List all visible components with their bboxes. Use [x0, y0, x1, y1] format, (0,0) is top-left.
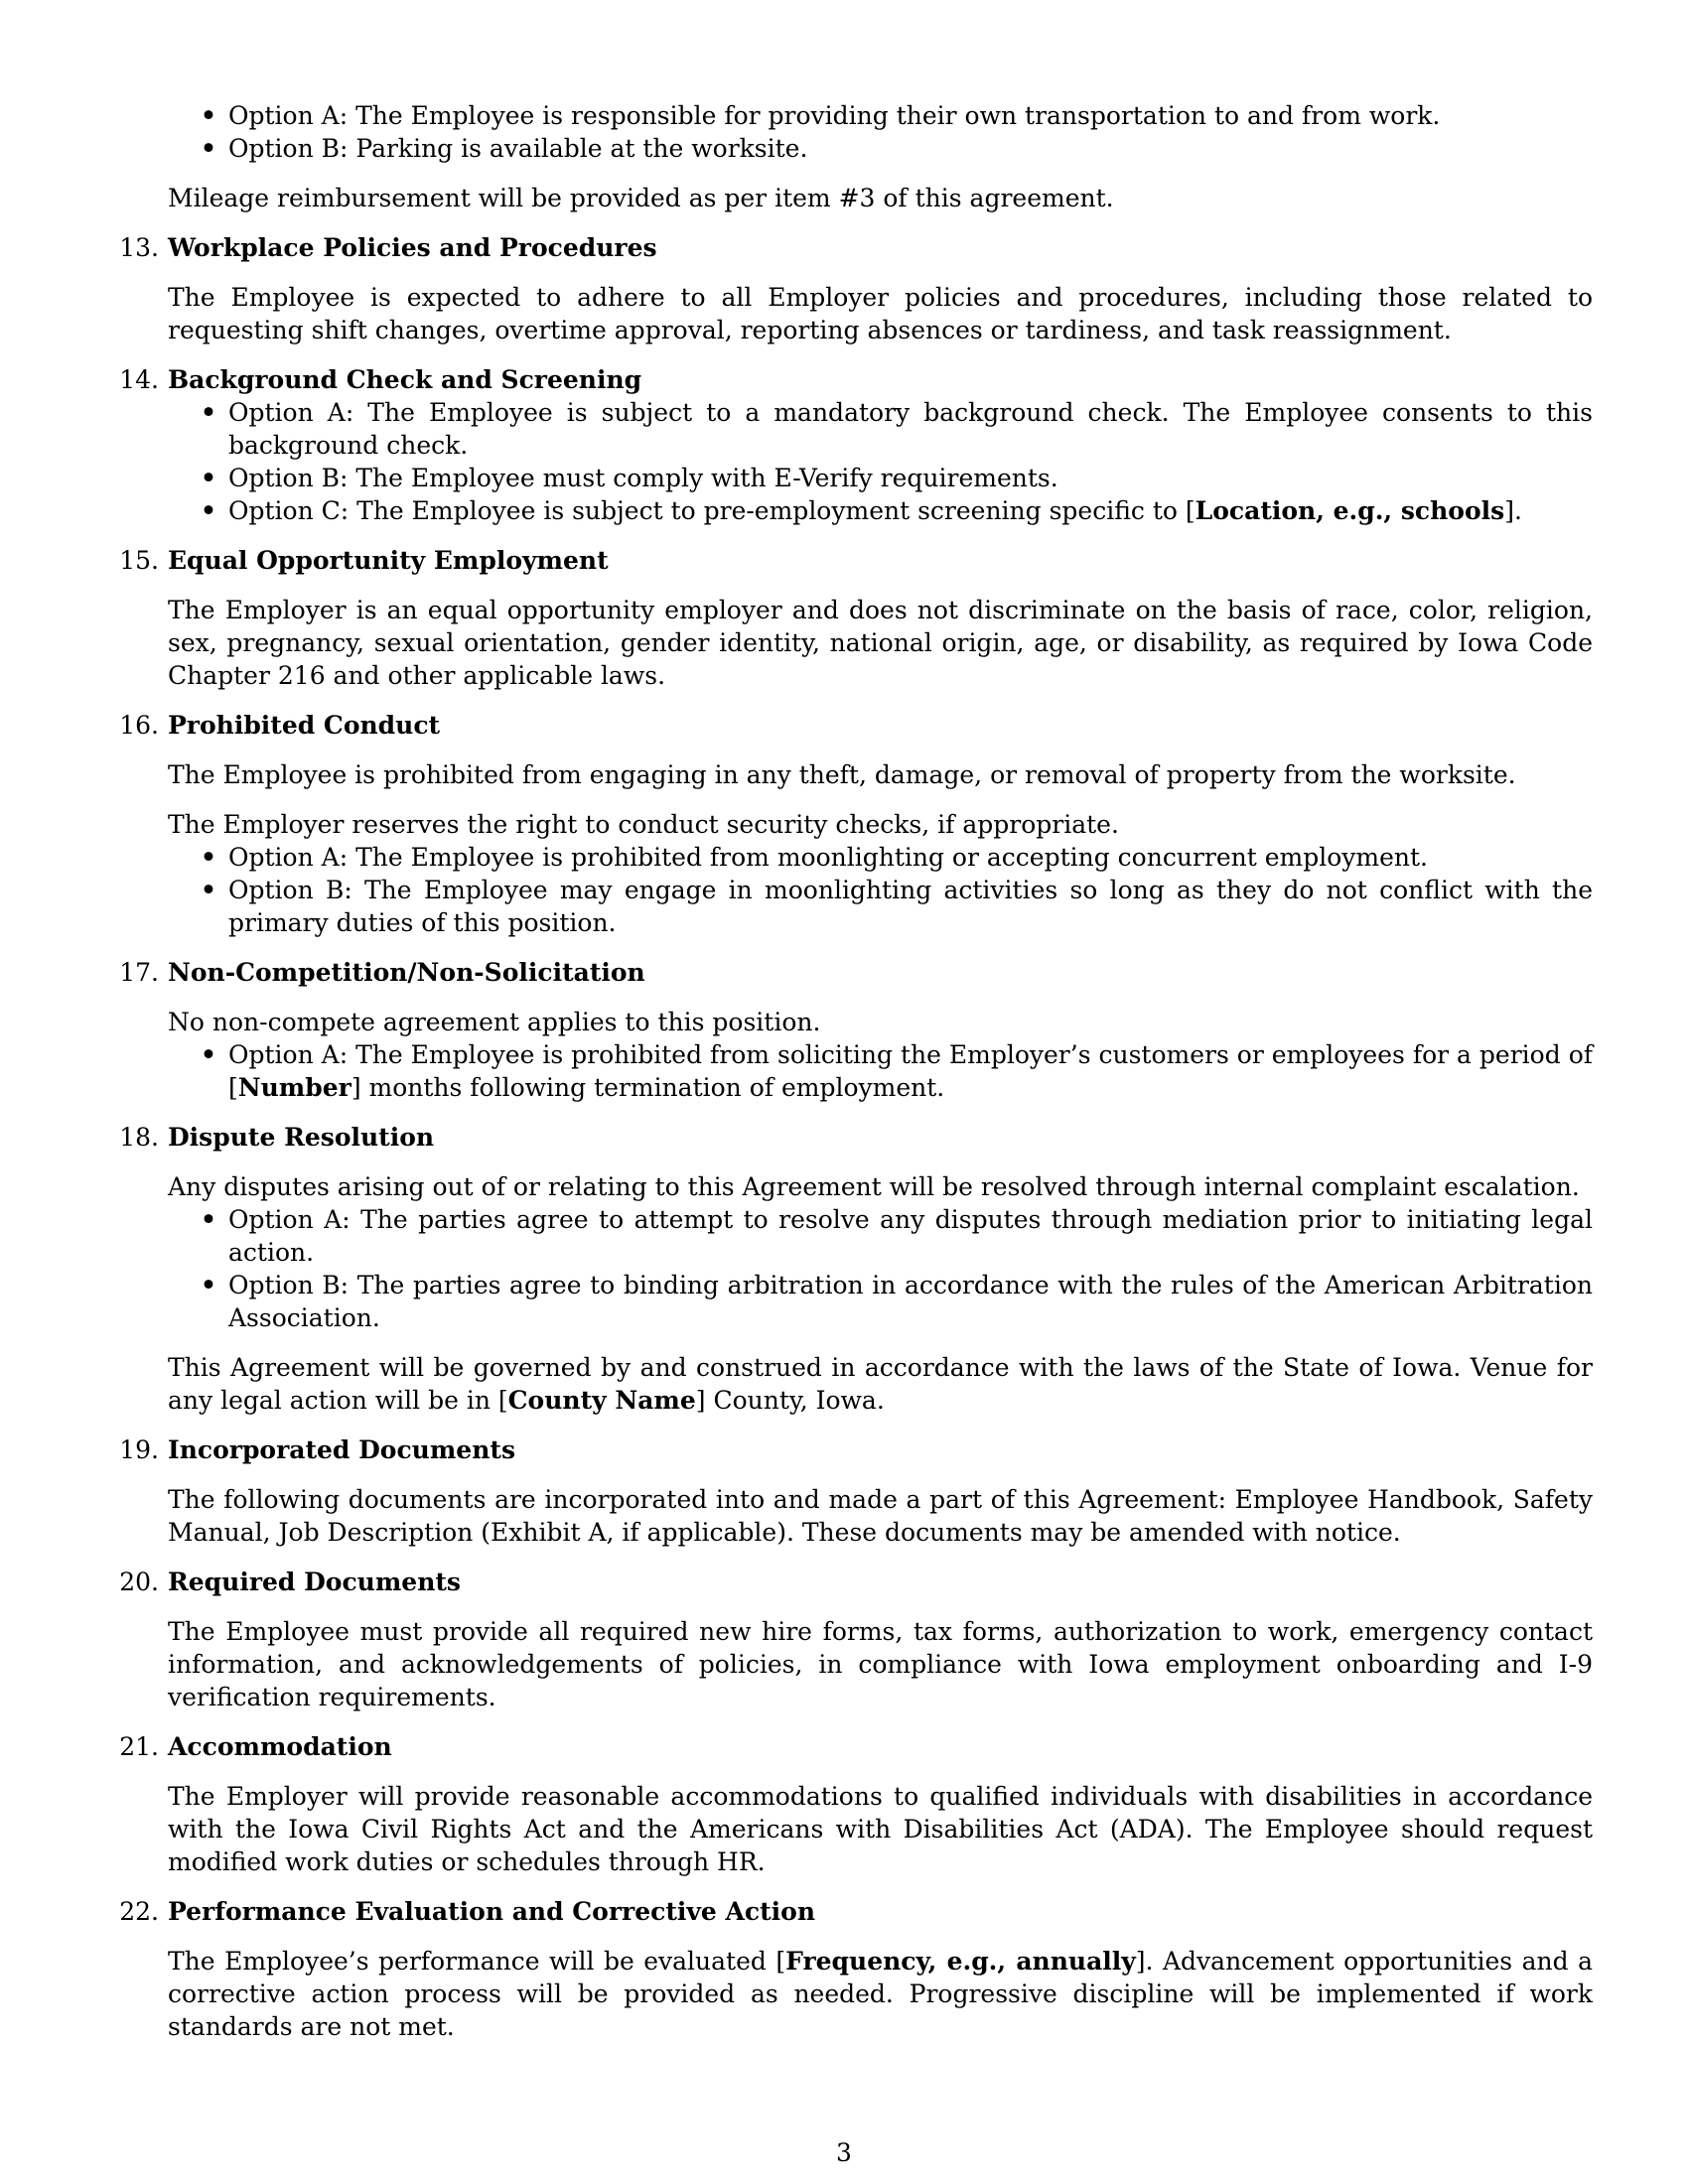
bullet-icon: •	[201, 843, 216, 872]
list-item: • Option A: The Employee is prohibited from moonlighting or accepting concurrent employment.	[201, 843, 1428, 872]
section-19-paragraph: The following documents are incorporated into and made a part of this Agreement: Employee Handbook, Safety Manual, Job Description (Exhibit A, if applicable). These documents may be amended with notice.	[168, 1485, 1593, 1547]
page-number: 3	[836, 2138, 852, 2167]
list-item: • Option B: The Employee must comply with E-Verify requirements.	[201, 464, 1058, 492]
section-13-heading: 13. Workplace Policies and Procedures	[119, 233, 657, 262]
section-13-paragraph: The Employee is expected to adhere to all Employer policies and procedures, including those related to requesting shift changes, overtime approval, reporting absences or tardiness, and task reassignment.	[168, 283, 1593, 344]
section-14-options	[0, 396, 1688, 527]
placeholder-field: Location, e.g., schools	[1195, 496, 1505, 525]
list-item: • Option B: The Employee may engage in moonlighting activities so long as they do not conflict with the primary duties of this position.	[201, 876, 1593, 937]
section-21-paragraph: The Employer will provide reasonable accommodations to qualified individuals with disabilities in accordance with the Iowa Civil Rights Act and the Americans with Disabilities Act (ADA). The Employee should request modified work duties or schedules through HR.	[168, 1782, 1593, 1876]
list-item: • Option A: The Employee is responsible for providing their own transportation to and from work.	[201, 101, 1441, 130]
bullet-icon: •	[201, 464, 216, 492]
list-item: • Option C: The Employee is subject to pre-employment screening specific to [Location, e.g., schools].	[201, 496, 1522, 525]
mileage-note: Mileage reimbursement will be provided as per item #3 of this agreement.	[168, 184, 1114, 212]
page-content	[0, 99, 1688, 2043]
bullet-icon: •	[201, 101, 216, 130]
section-18-paragraph: Any disputes arising out of or relating to this Agreement will be resolved through internal complaint escalation.	[168, 1172, 1580, 1201]
bullet-icon: •	[201, 1040, 216, 1069]
section-18-governing-law: This Agreement will be governed by and construed in accordance with the laws of the State of Iowa. Venue for any legal action will be in [County Name] County, Iowa.	[168, 1353, 1593, 1415]
list-item: • Option B: Parking is available at the worksite.	[201, 134, 808, 163]
section-18-heading: 18. Dispute Resolution	[119, 1123, 435, 1152]
section-14-heading: 14. Background Check and Screening	[119, 365, 642, 394]
bullet-icon: •	[201, 1205, 216, 1234]
section-15-paragraph: The Employer is an equal opportunity employer and does not discriminate on the basis of race, color, religion, sex, pregnancy, sexual orientation, gender identity, national origin, age, or disability, as required by Iowa Code Chapter 216 and other applicable laws.	[168, 596, 1593, 690]
section-17-paragraph: No non-compete agreement applies to this position.	[168, 1008, 821, 1036]
list-item: • Option A: The Employee is prohibited from soliciting the Employer’s customers or employees for a period of [Number] months following termination of employment.	[201, 1040, 1593, 1102]
section-22-paragraph: The Employee’s performance will be evaluated [Frequency, e.g., annually]. Advancement opportunities and a corrective action process will be provided as needed. Progressive discipline will be implemented if work standards are not met.	[168, 1947, 1593, 2041]
section-16-options	[0, 841, 1688, 939]
list-item: • Option A: The parties agree to attempt to resolve any disputes through mediation prior to initiating legal action.	[201, 1205, 1593, 1267]
placeholder-field: Number	[237, 1073, 352, 1102]
section-16-paragraph-1: The Employee is prohibited from engaging in any theft, damage, or removal of property from the worksite.	[168, 760, 1516, 789]
section-16-heading: 16. Prohibited Conduct	[119, 711, 441, 740]
placeholder-field: Frequency, e.g., annually	[785, 1947, 1136, 1976]
placeholder-field: County Name	[507, 1386, 696, 1415]
section-15-heading: 15. Equal Opportunity Employment	[119, 546, 609, 575]
section-18-options	[0, 1203, 1688, 1334]
list-item: • Option B: The parties agree to binding arbitration in accordance with the rules of the American Arbitration Association.	[201, 1271, 1593, 1332]
section-21-heading: 21. Accommodation	[119, 1732, 392, 1761]
bullet-icon: •	[201, 398, 216, 427]
section-20-heading: 20. Required Documents	[119, 1568, 462, 1596]
bullet-icon: •	[201, 134, 216, 163]
section-19-heading: 19. Incorporated Documents	[119, 1435, 516, 1464]
section-17-options	[0, 1038, 1688, 1104]
bullet-icon: •	[201, 496, 216, 525]
list-item: • Option A: The Employee is subject to a mandatory background check. The Employee consents to this background check.	[201, 398, 1593, 460]
transport-options-list	[0, 99, 1688, 165]
bullet-icon: •	[201, 1271, 216, 1299]
section-20-paragraph: The Employee must provide all required new hire forms, tax forms, authorization to work, emergency contact information, and acknowledgements of policies, in compliance with Iowa employment onboarding and I-9 verification requirements.	[168, 1617, 1593, 1711]
section-22-heading: 22. Performance Evaluation and Corrective Action	[119, 1897, 816, 1926]
section-16-paragraph-2: The Employer reserves the right to conduct security checks, if appropriate.	[168, 810, 1119, 839]
bullet-icon: •	[201, 876, 216, 904]
section-17-heading: 17. Non-Competition/Non-Solicitation	[119, 958, 645, 987]
